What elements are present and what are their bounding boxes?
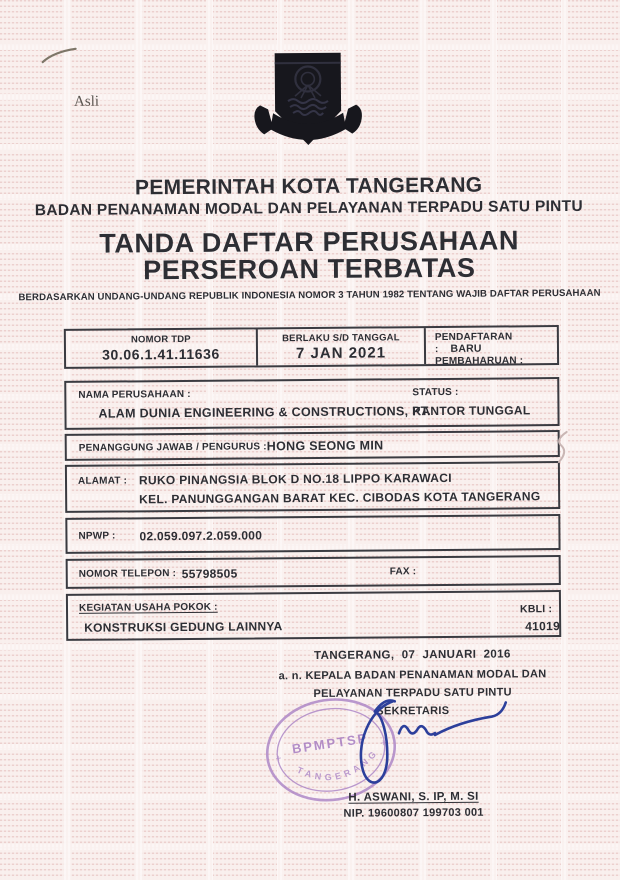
company-name-label: NAMA PERUSAHAAN :: [78, 388, 191, 401]
status-value: KANTOR TUNGGAL: [412, 403, 531, 419]
document-header: [0, 174, 620, 304]
place-and-date: TANGERANG, 07 JANUARI 2016: [313, 648, 511, 662]
person-in-charge-box: [65, 430, 560, 461]
kegiatan-label: KEGIATAN USAHA POKOK :: [78, 601, 218, 614]
npwp-value: 02.059.097.2.059.000: [139, 528, 263, 544]
tangerang-city-emblem: [248, 49, 369, 154]
registration-table: [64, 325, 559, 369]
nomor-tdp-label: NOMOR TDP: [130, 333, 191, 346]
nomor-tdp-value: 30.06.1.41.11636: [102, 345, 220, 363]
address-box: [65, 461, 560, 513]
kbli-value: 41019: [525, 619, 561, 634]
pembaharuan-label: PEMBAHARUAN :: [435, 355, 524, 368]
npwp-box: [65, 514, 560, 554]
stamp-star-left: +: [275, 753, 283, 766]
signature-mark: [299, 692, 515, 806]
kbli-label: KBLI :: [519, 603, 553, 616]
signer-title: SEKRETARIS: [376, 704, 450, 718]
company-name-value: ALAM DUNIA ENGINEERING & CONSTRUCTIONS, PT.: [98, 404, 432, 421]
document-title-line2: PERSEROAN TERBATAS: [143, 252, 476, 286]
pendaftaran-cell: [426, 327, 557, 368]
pencil-smudge-mark: [545, 430, 571, 464]
status-label: STATUS :: [412, 386, 459, 399]
pendaftaran-label: PENDAFTARAN :: [434, 331, 513, 356]
agency-name: BADAN PENANAMAN MODAL DAN PELAYANAN TERPADU SATU PINTU: [34, 197, 583, 220]
government-name: PEMERINTAH KOTA TANGERANG: [134, 173, 483, 200]
kegiatan-value: KONSTRUKSI GEDUNG LAINNYA: [84, 619, 283, 635]
alamat-line2: KEL. PANUNGGANGAN BARAT KEC. CIBODAS KOTA TANGERANG: [139, 489, 541, 507]
pembaharuan-row: [435, 354, 535, 367]
fax-label: FAX :: [389, 566, 417, 578]
signer-name: H. ASWANI, S. IP, M. SI: [348, 790, 479, 804]
npwp-label: NPWP :: [78, 530, 116, 542]
stamp-star-right: +: [379, 737, 388, 750]
stamp-center-text: BPMPTSP: [290, 730, 370, 757]
alamat-label: ALAMAT :: [77, 475, 128, 487]
penanggung-value: HONG SEONG MIN: [266, 438, 384, 454]
company-name-box: [64, 377, 559, 430]
pendaftaran-value: BARU: [450, 342, 482, 355]
document-title-line1: TANDA DAFTAR PERUSAHAAN: [99, 225, 520, 259]
pen-tick-mark: [40, 44, 80, 68]
berlaku-cell: [256, 328, 426, 365]
telepon-label: NOMOR TELEPON :: [78, 568, 177, 580]
phone-fax-box: [66, 555, 561, 589]
on-behalf-line1: a. n. KEPALA BADAN PENANAMAN MODAL DAN: [278, 668, 547, 683]
stamp-arc-text: TANGERANG: [295, 746, 381, 783]
pendaftaran-row: [435, 331, 553, 355]
nomor-tdp-cell: [66, 329, 256, 366]
kbli-row: [520, 599, 560, 635]
penanggung-label: PENANGGUNG JAWAB / PENGURUS :: [78, 441, 267, 454]
copy-type-label: Asli: [73, 93, 100, 110]
signer-nip: NIP. 19600807 199703 001: [343, 806, 484, 820]
berlaku-label: BERLAKU S/D TANGGAL: [282, 331, 400, 344]
alamat-line1: RUKO PINANGSIA BLOK D NO.18 LIPPO KARAWACI: [138, 470, 452, 488]
legal-basis-line: BERDASARKAN UNDANG-UNDANG REPUBLIK INDONESIA NOMOR 3 TAHUN 1982 TENTANG WAJIB DAFTAR PERUSAHAAN: [18, 287, 601, 304]
business-activity-box: [66, 590, 561, 641]
telepon-value: 55798505: [181, 566, 238, 582]
on-behalf-line2: PELAYANAN TERPADU SATU PINTU: [313, 686, 512, 700]
berlaku-value: 7 JAN 2021: [295, 343, 387, 362]
